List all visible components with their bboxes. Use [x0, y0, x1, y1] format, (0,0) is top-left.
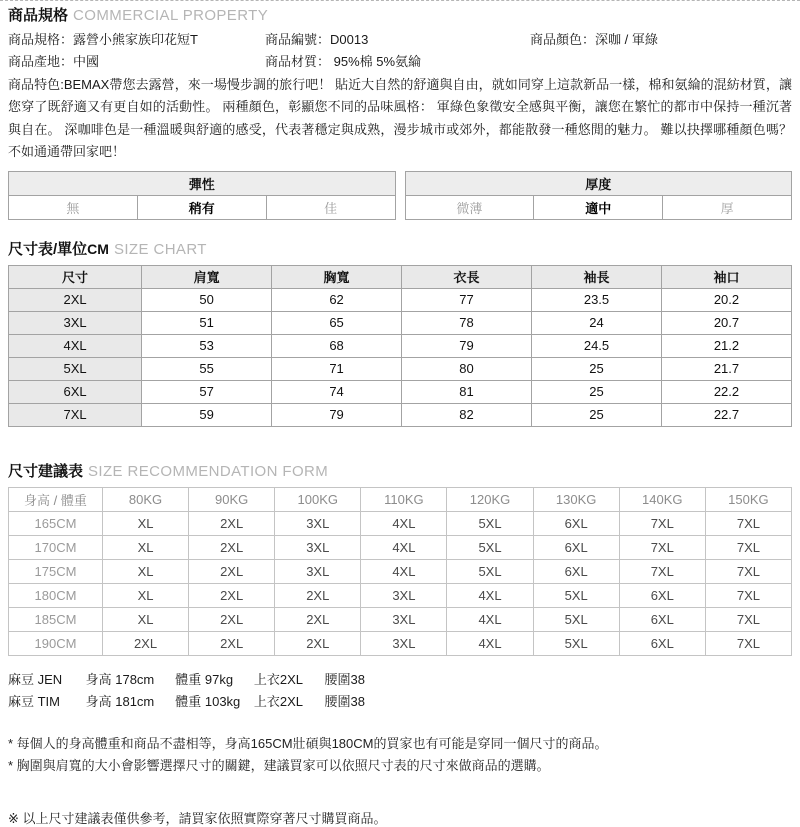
- column-header: 130KG: [533, 487, 619, 511]
- page-title-en: COMMERCIAL PROPERTY: [73, 7, 269, 24]
- table-cell: 4XL: [447, 583, 533, 607]
- table-cell: 5XL: [9, 357, 142, 380]
- table-row: [9, 288, 792, 311]
- product-description: 商品特色:BEMAX帶您去露營，來一場慢步調的旅行吧！ 貼近大自然的舒適與自由，就如同穿上這款新品一樣，棉和氨綸的混紡材質，讓您穿了既舒適又有更自如的活動性。 兩種顏色，彰顯您不同的品味風格： 軍綠色象徵安全感與平衡，讓您在繁忙的都市中保持一種沉著與自在。 深咖啡色是一種溫暖與舒適的感受，代表著穩定與成熟，漫步城市或郊外，都能散發一種悠閒的魅力。 難以抉擇哪種顏色嗎？不如通通帶回家吧！: [8, 77, 792, 160]
- table-row: [9, 311, 792, 334]
- table-cell: 79: [402, 334, 532, 357]
- size-recommendation-table: [8, 487, 792, 656]
- column-header: 袖口: [661, 265, 791, 288]
- table-cell: 79: [272, 403, 402, 426]
- table-cell: XL: [102, 607, 188, 631]
- product-material: 商品材質： 95%棉 5%氨綸: [265, 54, 422, 69]
- table-cell: 50: [142, 288, 272, 311]
- table-cell: 7XL: [705, 631, 791, 655]
- table-cell: 185CM: [9, 607, 103, 631]
- table-row: [9, 334, 792, 357]
- model-height: 身高 178cm: [85, 671, 155, 687]
- model-info: [8, 669, 792, 713]
- table-cell: 7XL: [705, 559, 791, 583]
- table-row: [9, 380, 792, 403]
- thickness-option-thin: 微薄: [405, 195, 534, 219]
- page-title: [8, 6, 792, 26]
- table-cell: 7XL: [705, 607, 791, 631]
- size-chart-unit: CM: [87, 240, 109, 257]
- table-cell: 4XL: [361, 511, 447, 535]
- table-row: [9, 195, 396, 219]
- product-info: [8, 29, 792, 73]
- table-cell: 6XL: [533, 535, 619, 559]
- table-header-row: [9, 487, 792, 511]
- table-cell: 3XL: [275, 559, 361, 583]
- table-cell: 2XL: [189, 631, 275, 655]
- product-name: 商品規格：露營小熊家族印花短T: [8, 32, 198, 47]
- table-row: [9, 511, 792, 535]
- table-row: [9, 607, 792, 631]
- table-cell: 65: [272, 311, 402, 334]
- table-cell: 5XL: [533, 607, 619, 631]
- table-cell: 2XL: [275, 583, 361, 607]
- table-row: [9, 631, 792, 655]
- table-cell: 22.7: [661, 403, 791, 426]
- thickness-header: 厚度: [405, 171, 792, 195]
- column-header: 身高 / 體重: [9, 487, 103, 511]
- table-cell: XL: [102, 511, 188, 535]
- model-row: [8, 691, 792, 713]
- note-line: * 每個人的身高體重和商品不盡相等，身高165CM壯碩與180CM的買家也有可能是穿同一個尺寸的商品。: [8, 735, 608, 751]
- table-cell: 25: [532, 357, 662, 380]
- model-top: 上衣2XL: [253, 693, 304, 709]
- table-cell: XL: [102, 583, 188, 607]
- table-cell: 5XL: [447, 535, 533, 559]
- table-cell: 4XL: [361, 559, 447, 583]
- table-cell: 6XL: [533, 511, 619, 535]
- thickness-table: [405, 171, 793, 220]
- thickness-option-selected: 適中: [534, 195, 663, 219]
- stretch-option-selected: 稍有: [137, 195, 266, 219]
- size-recommendation-title-en: SIZE RECOMMENDATION FORM: [88, 462, 329, 480]
- table-cell: 4XL: [9, 334, 142, 357]
- column-header: 100KG: [275, 487, 361, 511]
- model-weight: 體重 103kg: [175, 693, 241, 709]
- table-cell: 20.7: [661, 311, 791, 334]
- table-cell: 68: [272, 334, 402, 357]
- table-cell: 6XL: [9, 380, 142, 403]
- table-cell: 6XL: [619, 631, 705, 655]
- table-cell: 53: [142, 334, 272, 357]
- table-cell: 5XL: [533, 583, 619, 607]
- page-title-zh: 商品規格: [8, 7, 69, 24]
- size-notes: [8, 733, 792, 777]
- table-cell: 5XL: [447, 511, 533, 535]
- table-cell: 23.5: [532, 288, 662, 311]
- table-cell: 21.7: [661, 357, 791, 380]
- table-row: [9, 559, 792, 583]
- table-cell: 2XL: [189, 583, 275, 607]
- table-cell: 20.2: [661, 288, 791, 311]
- column-header: 衣長: [402, 265, 532, 288]
- size-chart-title-zh: 尺寸表/單位: [8, 240, 88, 258]
- disclaimer: ※ 以上尺寸建議表僅供參考，請買家依照實際穿著尺寸購買商品。: [8, 810, 387, 826]
- table-cell: 82: [402, 403, 532, 426]
- product-origin: 商品產地：中國: [8, 54, 100, 69]
- table-cell: 2XL: [189, 511, 275, 535]
- table-cell: 2XL: [189, 535, 275, 559]
- table-cell: 78: [402, 311, 532, 334]
- size-chart-title: [8, 239, 792, 260]
- model-height: 身高 181cm: [85, 693, 155, 709]
- table-cell: 3XL: [361, 583, 447, 607]
- table-cell: 6XL: [533, 559, 619, 583]
- stretch-option-good: 佳: [266, 195, 395, 219]
- table-cell: 25: [532, 380, 662, 403]
- table-cell: 190CM: [9, 631, 103, 655]
- table-cell: 7XL: [619, 559, 705, 583]
- column-header: 肩寬: [142, 265, 272, 288]
- table-cell: 3XL: [361, 631, 447, 655]
- table-cell: 7XL: [705, 511, 791, 535]
- thickness-option-thick: 厚: [663, 195, 792, 219]
- table-row: [9, 357, 792, 380]
- table-row: [9, 171, 396, 195]
- column-header: 120KG: [447, 487, 533, 511]
- table-cell: 21.2: [661, 334, 791, 357]
- table-cell: 5XL: [447, 559, 533, 583]
- table-header-row: [9, 265, 792, 288]
- stretch-header: 彈性: [9, 171, 396, 195]
- attribute-tables: [8, 171, 792, 220]
- note-line: * 胸圍與肩寬的大小會影響選擇尺寸的關鍵，建議買家可以依照尺寸表的尺寸來做商品的選購。: [8, 757, 550, 773]
- table-cell: 7XL: [619, 511, 705, 535]
- table-cell: 2XL: [189, 559, 275, 583]
- table-cell: 81: [402, 380, 532, 403]
- table-row: [9, 583, 792, 607]
- table-cell: 55: [142, 357, 272, 380]
- table-cell: 80: [402, 357, 532, 380]
- table-cell: 2XL: [102, 631, 188, 655]
- product-code: 商品編號：D0013: [265, 32, 369, 47]
- table-cell: 175CM: [9, 559, 103, 583]
- model-weight: 體重 97kg: [175, 671, 234, 687]
- table-cell: 71: [272, 357, 402, 380]
- table-cell: 77: [402, 288, 532, 311]
- table-cell: 165CM: [9, 511, 103, 535]
- column-header: 尺寸: [9, 265, 142, 288]
- size-chart-table: [8, 265, 792, 427]
- table-cell: 51: [142, 311, 272, 334]
- model-waist: 腰圍38: [324, 671, 365, 687]
- table-cell: 7XL: [705, 583, 791, 607]
- table-cell: XL: [102, 559, 188, 583]
- table-cell: 25: [532, 403, 662, 426]
- size-recommendation-title-zh: 尺寸建議表: [8, 462, 84, 480]
- column-header: 胸寬: [272, 265, 402, 288]
- table-cell: 2XL: [9, 288, 142, 311]
- table-cell: 74: [272, 380, 402, 403]
- table-cell: 6XL: [619, 583, 705, 607]
- column-header: 袖長: [532, 265, 662, 288]
- table-cell: 2XL: [275, 631, 361, 655]
- table-cell: 7XL: [705, 535, 791, 559]
- model-name: 麻豆 JEN: [8, 671, 63, 687]
- table-cell: 4XL: [447, 607, 533, 631]
- table-cell: 3XL: [275, 535, 361, 559]
- table-cell: 3XL: [9, 311, 142, 334]
- table-cell: XL: [102, 535, 188, 559]
- table-cell: 22.2: [661, 380, 791, 403]
- table-cell: 180CM: [9, 583, 103, 607]
- model-name: 麻豆 TIM: [8, 693, 60, 709]
- table-cell: 59: [142, 403, 272, 426]
- model-waist: 腰圍38: [324, 693, 365, 709]
- table-row: [405, 195, 792, 219]
- table-row: [9, 535, 792, 559]
- table-cell: 57: [142, 380, 272, 403]
- table-row: [405, 171, 792, 195]
- column-header: 110KG: [361, 487, 447, 511]
- column-header: 150KG: [705, 487, 791, 511]
- stretch-option-none: 無: [9, 195, 138, 219]
- table-cell: 170CM: [9, 535, 103, 559]
- table-cell: 62: [272, 288, 402, 311]
- table-cell: 2XL: [189, 607, 275, 631]
- table-cell: 7XL: [9, 403, 142, 426]
- column-header: 90KG: [189, 487, 275, 511]
- table-cell: 4XL: [361, 535, 447, 559]
- table-row: [9, 403, 792, 426]
- product-color: 商品顏色：深咖 / 軍綠: [530, 32, 658, 47]
- model-top: 上衣2XL: [253, 671, 304, 687]
- table-cell: 3XL: [361, 607, 447, 631]
- table-cell: 6XL: [619, 607, 705, 631]
- size-chart-title-en: SIZE CHART: [113, 240, 207, 258]
- table-cell: 4XL: [447, 631, 533, 655]
- column-header: 140KG: [619, 487, 705, 511]
- table-cell: 7XL: [619, 535, 705, 559]
- stretch-table: [8, 171, 396, 220]
- table-cell: 5XL: [533, 631, 619, 655]
- model-row: [8, 669, 792, 691]
- table-cell: 2XL: [275, 607, 361, 631]
- table-cell: 24.5: [532, 334, 662, 357]
- column-header: 80KG: [102, 487, 188, 511]
- table-cell: 3XL: [275, 511, 361, 535]
- size-recommendation-title: [8, 462, 792, 482]
- table-cell: 24: [532, 311, 662, 334]
